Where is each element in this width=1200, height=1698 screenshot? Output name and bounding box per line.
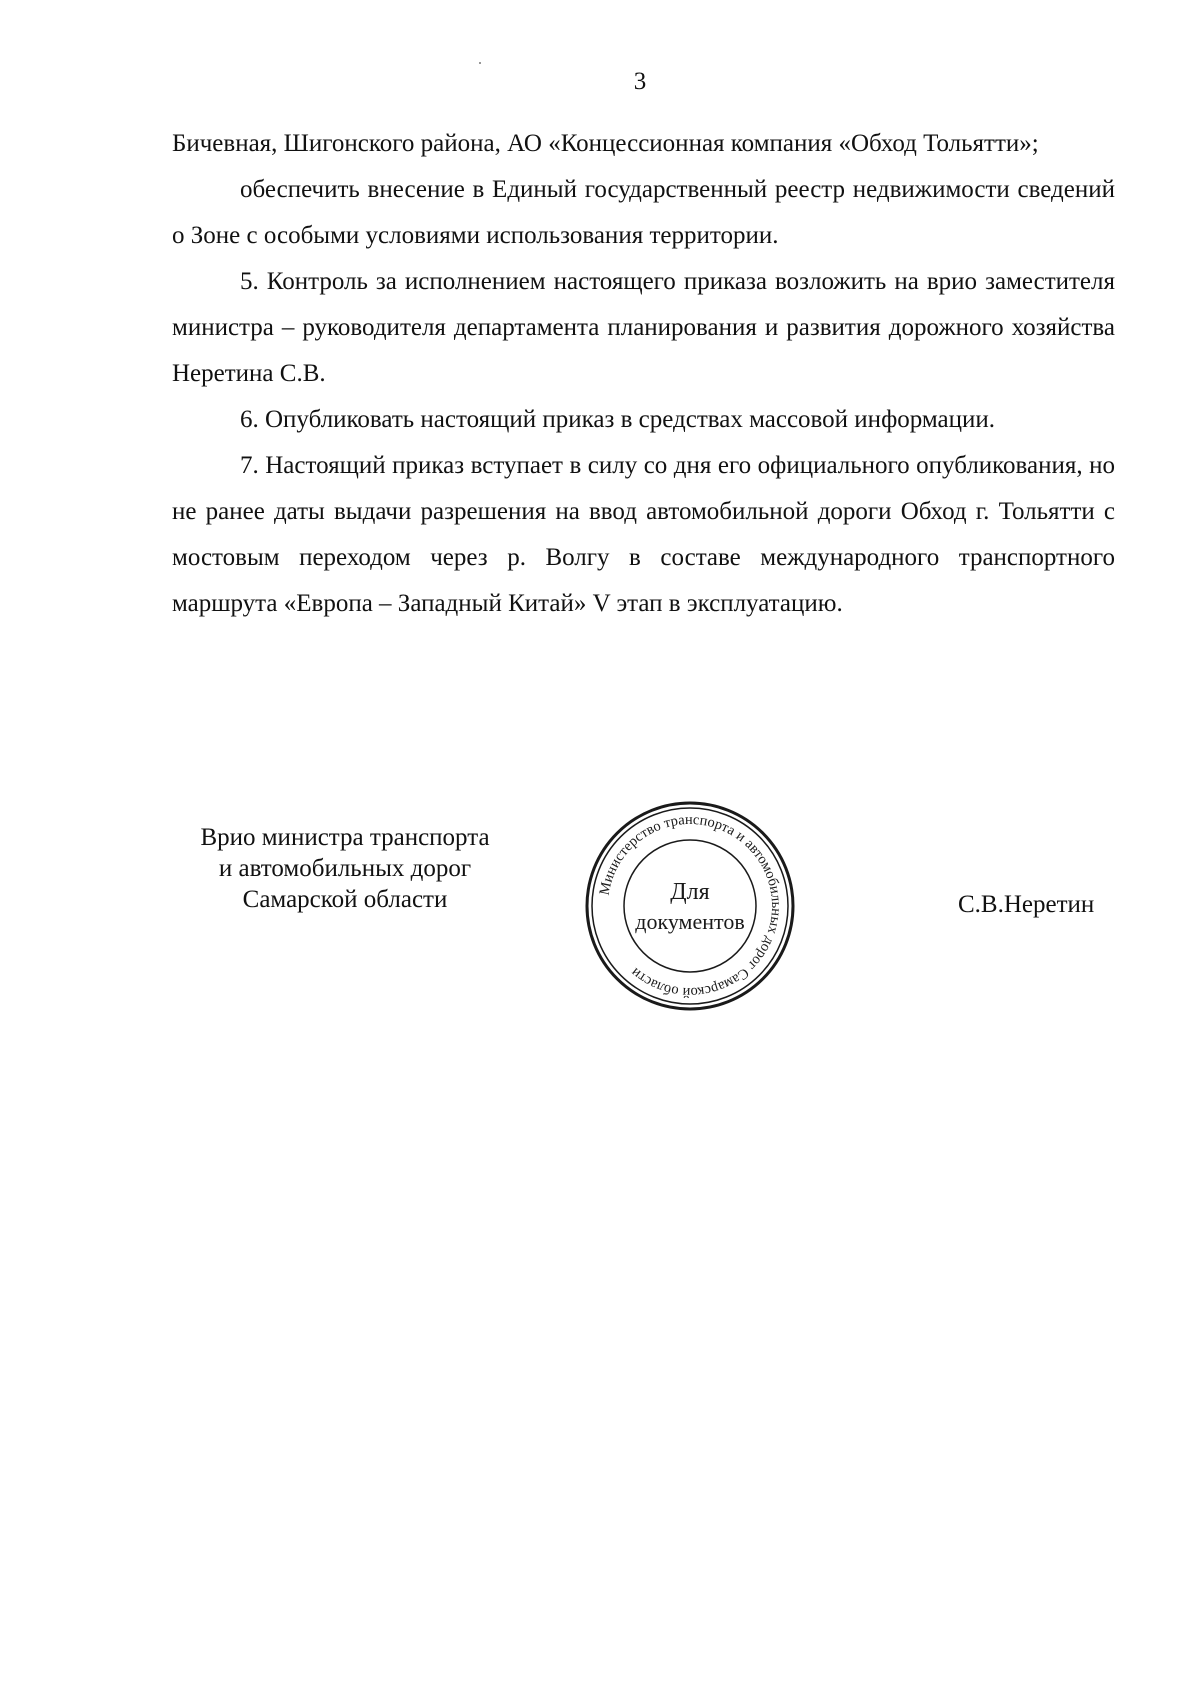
position-line: Врио министра транспорта <box>200 824 490 851</box>
page-number: 3 <box>633 68 647 95</box>
paragraph-item-5: 5. Контроль за исполнением настоящего приказа возложить на врио заместителя министра – руководителя департамента планирования и развития дорожного хозяйства Неретина С.В. <box>172 268 1115 387</box>
position-line: и автомобильных дорог <box>218 855 472 882</box>
paragraph-continuation: Бичевная, Шигонского района, АО «Концессионная компания «Обход Тольятти»; <box>172 130 1039 157</box>
official-stamp <box>580 796 800 1016</box>
stamp-outer-ring <box>587 803 793 1009</box>
stamp-center-line-1: Для <box>670 879 710 905</box>
paragraph-registry: обеспечить внесение в Единый государственный реестр недвижимости сведений о Зоне с особыми условиями использования территории. <box>172 176 1115 249</box>
signer-name: С.В.Неретин <box>958 891 1095 918</box>
document-body <box>172 121 1115 627</box>
stamp-center-line-2: документов <box>635 909 745 934</box>
paragraph-item-6: 6. Опубликовать настоящий приказ в средствах массовой информации. <box>240 406 996 433</box>
scan-speck <box>479 62 481 64</box>
position-line: Самарской области <box>242 886 448 913</box>
stamp-inner-ring <box>624 840 756 972</box>
stamp-ring-text: Министерство транспорта и автомобильных дорог Самарской области <box>596 811 785 1001</box>
signatory-position <box>185 822 505 915</box>
stamp-second-ring <box>592 808 788 1004</box>
paragraph-item-7: 7. Настоящий приказ вступает в силу со дня его официального опубликования, но не ранее даты выдачи разрешения на ввод автомобильной дороги Обход г. Тольятти с мостовым переходом через р. Волгу в составе международного транспортного маршрута «Европа – Западный Китай» V этап в эксплуатацию. <box>172 452 1115 617</box>
